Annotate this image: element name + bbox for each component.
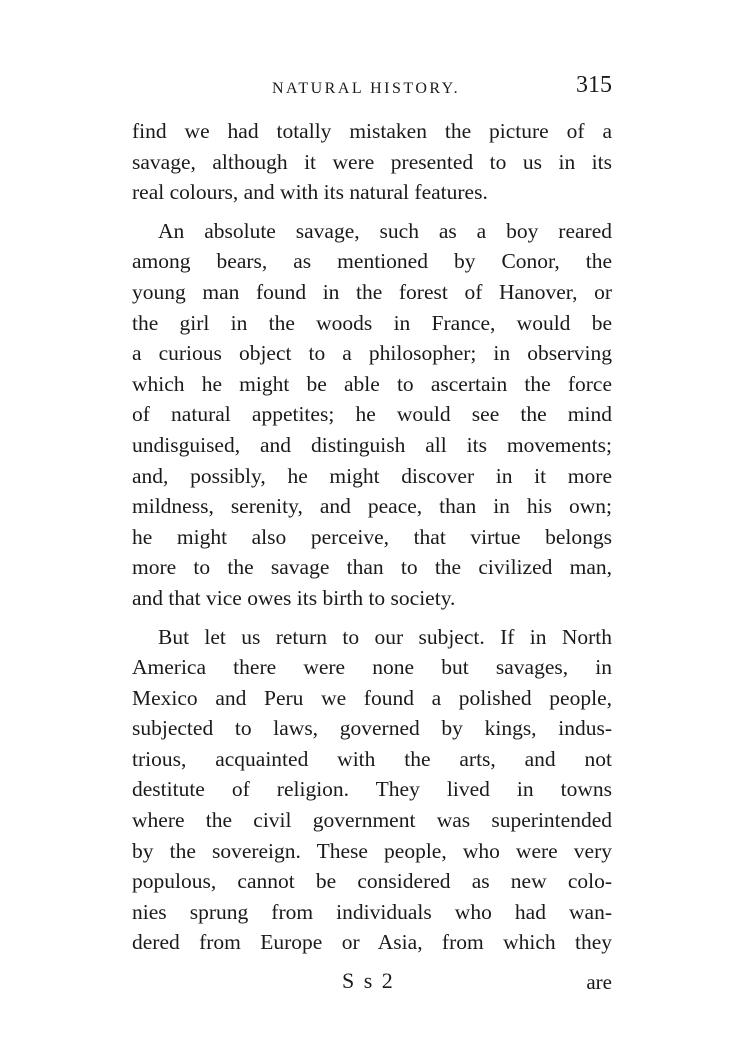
signature-mark: S s 2 xyxy=(342,968,395,993)
paragraph xyxy=(132,216,612,614)
body-text xyxy=(132,116,612,958)
text-line: mildness, serenity, and peace, than in his own; xyxy=(132,494,612,519)
text-line: a curious object to a philosopher; in observing xyxy=(132,341,612,366)
text-line: the girl in the woods in France, would be xyxy=(132,310,612,335)
text-line: young man found in the forest of Hanover, or xyxy=(132,279,612,304)
text-line: populous, cannot be considered as new colo- xyxy=(132,869,612,894)
catchword: are xyxy=(586,970,612,994)
page-footer xyxy=(132,968,612,1002)
text-line: nies sprung from individuals who had wan- xyxy=(132,899,612,924)
text-line: and, possibly, he might discover in it more xyxy=(132,463,612,488)
text-line: find we had totally mistaken the picture of a xyxy=(132,119,612,143)
text-line: Mexico and Peru we found a polished people, xyxy=(132,685,612,710)
text-line: An absolute savage, such as a boy reared xyxy=(158,218,612,243)
text-line: he might also perceive, that virtue belongs xyxy=(132,524,612,549)
text-line: trious, acquainted with the arts, and not xyxy=(132,746,612,771)
text-line: undisguised, and distinguish all its movements; xyxy=(132,432,612,457)
text-line: subjected to laws, governed by kings, indus- xyxy=(132,716,612,741)
paragraph xyxy=(132,622,612,959)
running-head: NATURAL HISTORY. xyxy=(272,80,461,97)
page-header xyxy=(132,70,612,110)
text-line: and that vice owes its birth to society. xyxy=(132,585,456,610)
text-line: savage, although it were presented to us in its xyxy=(132,149,612,174)
text-line: more to the savage than to the civilized man, xyxy=(132,555,612,580)
paragraph xyxy=(132,116,612,208)
page-number: 315 xyxy=(576,72,612,98)
text-line: of natural appetites; he would see the mind xyxy=(132,402,612,427)
text-line: destitute of religion. They lived in towns xyxy=(132,777,612,802)
text-line: real colours, and with its natural features. xyxy=(132,180,488,205)
text-line: But let us return to our subject. If in North xyxy=(158,624,612,649)
text-line: by the sovereign. These people, who were very xyxy=(132,838,612,863)
text-line: which he might be able to ascertain the force xyxy=(132,371,612,396)
text-line: dered from Europe or Asia, from which they xyxy=(132,930,612,955)
text-line: where the civil government was superintended xyxy=(132,808,612,833)
text-line: America there were none but savages, in xyxy=(132,655,612,680)
text-line: among bears, as mentioned by Conor, the xyxy=(132,249,612,274)
